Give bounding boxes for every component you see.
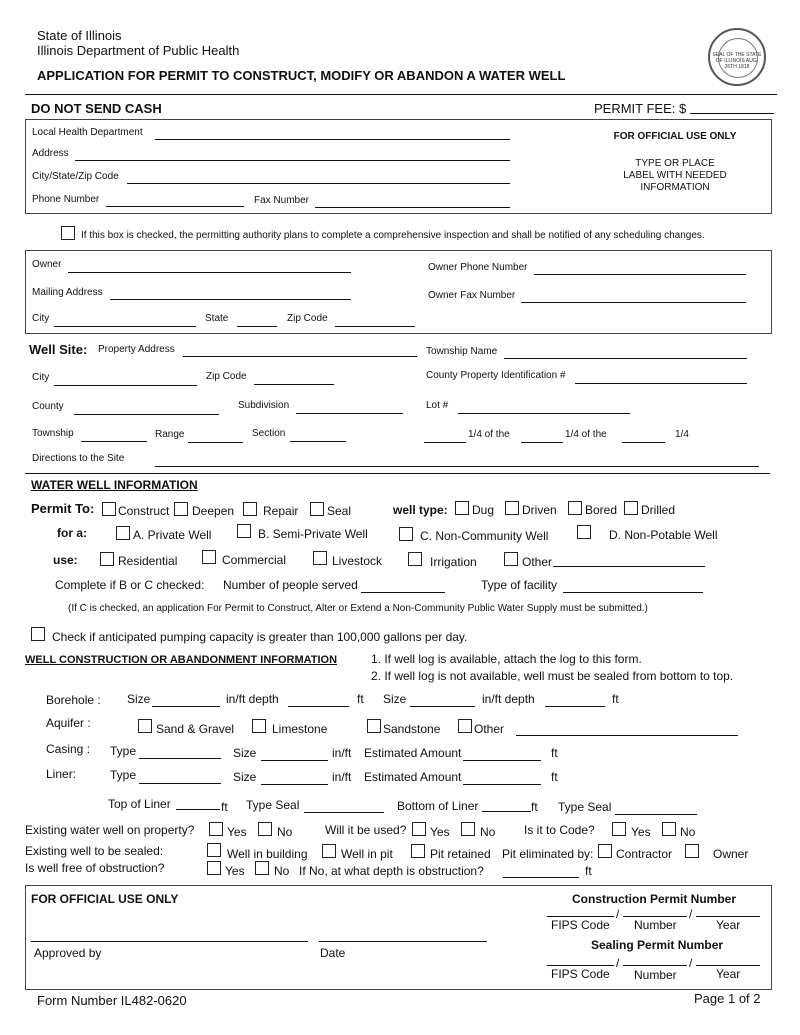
owner-phone-field[interactable] <box>534 274 746 275</box>
liner-type-label: Type <box>110 768 137 782</box>
people-served-field[interactable] <box>361 592 445 593</box>
lhd-fax-field[interactable] <box>315 207 510 208</box>
driven-checkbox[interactable] <box>505 501 519 515</box>
type-seal2-field[interactable] <box>615 814 697 815</box>
lhd-fax-label: Fax Number <box>254 195 310 206</box>
to-code-yes-label: Yes <box>631 825 651 839</box>
sand-gravel-checkbox[interactable] <box>138 719 152 733</box>
construction-permit-label: Construction Permit Number <box>572 892 737 906</box>
private-well-checkbox[interactable] <box>116 526 130 540</box>
sandstone-label: Sandstone <box>383 722 441 736</box>
sealed-by-owner-checkbox[interactable] <box>685 844 699 858</box>
range-field[interactable] <box>188 442 243 443</box>
official-use-heading: FOR OFFICIAL USE ONLY <box>31 892 179 906</box>
free-obstruction-yes-label: Yes <box>225 864 245 878</box>
property-address-field[interactable] <box>183 356 417 357</box>
construct-checkbox[interactable] <box>102 502 116 516</box>
sealing-number-label: Number <box>634 968 677 982</box>
well-log-note-1: 1. If well log is available, attach the log to this form. <box>371 652 642 666</box>
residential-label: Residential <box>118 554 178 568</box>
county-label: County <box>32 401 64 412</box>
aquifer-label: Aquifer : <box>46 716 91 730</box>
well-in-building-label: Well in building <box>227 847 308 861</box>
liner-est-amount-field[interactable] <box>463 784 541 785</box>
construction-heading: WELL CONSTRUCTION OR ABANDONMENT INFORMATION <box>25 654 338 666</box>
free-obstruction-no-label: No <box>274 864 290 878</box>
repair-label: Repair <box>263 504 299 518</box>
pit-retained-checkbox[interactable] <box>411 844 425 858</box>
well-site-label: Well Site: <box>29 342 88 357</box>
deepen-checkbox[interactable] <box>174 502 188 516</box>
site-city-label: City <box>32 372 50 383</box>
approved-by-field[interactable] <box>31 941 308 942</box>
use-label: use: <box>53 553 78 567</box>
section-label: Section <box>252 428 286 439</box>
to-be-sealed-label: Existing well to be sealed: <box>25 844 164 858</box>
sealing-year-field[interactable] <box>696 965 760 966</box>
seal-label: Seal <box>327 504 352 518</box>
construction-fips-label: FIPS Code <box>551 918 610 932</box>
sealing-fips-field[interactable] <box>547 965 614 966</box>
non-potable-well-label: D. Non-Potable Well <box>609 528 718 542</box>
borehole-size2-label: Size <box>383 692 407 706</box>
owner-box <box>25 250 772 334</box>
sealing-fips-label: FIPS Code <box>551 967 610 981</box>
irrigation-label: Irrigation <box>430 555 477 569</box>
bottom-of-liner-ft-label: ft <box>531 800 538 814</box>
owner-phone-label: Owner Phone Number <box>428 262 528 273</box>
page-number: Page 1 of 2 <box>694 991 761 1006</box>
bottom-of-liner-label: Bottom of Liner <box>397 799 479 813</box>
subdivision-field[interactable] <box>296 413 403 414</box>
non-community-well-checkbox[interactable] <box>399 527 413 541</box>
semi-private-well-checkbox[interactable] <box>237 524 251 538</box>
directions-field[interactable] <box>155 466 759 467</box>
construction-number-label: Number <box>634 918 677 932</box>
livestock-label: Livestock <box>332 554 383 568</box>
section-field[interactable] <box>290 441 346 442</box>
aquifer-other-label: Other <box>474 722 505 736</box>
sand-gravel-label: Sand & Gravel <box>156 722 235 736</box>
non-community-note: (If C is checked, an application For Permit to Construct, Alter or Extend a Non-Community Public Water Supply must be submitted.) <box>68 603 648 614</box>
construction-number-field[interactable] <box>623 916 687 917</box>
sealing-year-label: Year <box>716 967 741 981</box>
department-name: Illinois Department of Public Health <box>37 43 240 58</box>
borehole-depth-label: in/ft depth <box>226 692 279 706</box>
will-be-used-no-label: No <box>480 825 496 839</box>
well-in-building-checkbox[interactable] <box>207 843 221 857</box>
people-served-label: Number of people served <box>223 578 358 592</box>
township-name-label: Township Name <box>426 346 498 357</box>
lhd-phone-label: Phone Number <box>32 194 100 205</box>
construction-fips-field[interactable] <box>547 916 614 917</box>
type-seal-label: Type Seal <box>246 798 300 812</box>
borehole-depth2-label: in/ft depth <box>482 692 535 706</box>
well-log-note-2: 2. If well log is not available, well must be sealed from bottom to top. <box>371 669 734 683</box>
liner-ft-label: ft <box>551 770 558 784</box>
lot-label: Lot # <box>426 400 449 411</box>
casing-ft-label: ft <box>551 746 558 760</box>
casing-est-amount-label: Estimated Amount <box>364 746 462 760</box>
directions-label: Directions to the Site <box>32 453 125 464</box>
pit-retained-label: Pit retained <box>430 847 491 861</box>
facility-type-field[interactable] <box>563 592 703 593</box>
mailing-address-field[interactable] <box>110 299 351 300</box>
owner-fax-label: Owner Fax Number <box>428 290 516 301</box>
non-community-well-label: C. Non-Community Well <box>420 529 549 543</box>
liner-size-label: Size <box>233 770 257 784</box>
date-label: Date <box>320 946 346 960</box>
well-in-pit-label: Well in pit <box>341 847 393 861</box>
pumping-capacity-label: Check if anticipated pumping capacity is greater than 100,000 gallons per day. <box>52 630 468 644</box>
existing-well-label: Existing water well on property? <box>25 823 195 837</box>
will-be-used-label: Will it be used? <box>325 823 407 837</box>
inspection-note: If this box is checked, the permitting authority plans to complete a comprehensive inspection and shall be notified of any scheduling changes. <box>81 230 705 241</box>
deepen-label: Deepen <box>192 504 235 518</box>
will-be-used-yes-label: Yes <box>430 825 450 839</box>
top-of-liner-ft-label: ft <box>221 800 228 814</box>
owner-city-label: City <box>32 313 50 324</box>
site-zip-field[interactable] <box>254 384 334 385</box>
quarter-field-1[interactable] <box>424 442 466 443</box>
slash-1: / <box>616 907 620 921</box>
borehole-ft2-label: ft <box>612 692 619 706</box>
well-info-heading: WATER WELL INFORMATION <box>31 478 198 492</box>
site-city-field[interactable] <box>54 385 197 386</box>
will-be-used-yes-checkbox[interactable] <box>412 822 426 836</box>
construct-label: Construct <box>118 504 170 518</box>
dug-label: Dug <box>472 503 495 517</box>
sealing-number-field[interactable] <box>623 965 687 966</box>
use-other-checkbox[interactable] <box>504 552 518 566</box>
casing-type-label: Type <box>110 744 137 758</box>
quarter-field-2[interactable] <box>521 442 563 443</box>
bored-checkbox[interactable] <box>568 501 582 515</box>
state-seal-logo: SEAL OF THE STATE OF ILLINOIS AUG. 26TH 1818 <box>708 28 766 86</box>
well-type-label: well type: <box>393 503 448 517</box>
pit-eliminated-label: Pit eliminated by: <box>502 847 594 861</box>
obstruction-depth-field[interactable] <box>503 877 579 878</box>
lhd-address-field[interactable] <box>75 160 510 161</box>
label-instruction-2: LABEL WITH NEEDED <box>623 170 727 181</box>
do-not-send-cash: DO NOT SEND CASH <box>31 101 162 116</box>
livestock-checkbox[interactable] <box>313 551 327 565</box>
label-instruction-3: INFORMATION <box>640 182 710 193</box>
existing-well-no-label: No <box>277 825 293 839</box>
liner-label: Liner: <box>46 767 77 781</box>
casing-inft-label: in/ft <box>332 746 352 760</box>
county-pin-label: County Property Identification # <box>426 370 566 381</box>
county-field[interactable] <box>74 414 219 415</box>
pumping-capacity-checkbox[interactable] <box>31 627 45 641</box>
permit-to-label: Permit To: <box>31 501 95 516</box>
sandstone-checkbox[interactable] <box>367 719 381 733</box>
commercial-checkbox[interactable] <box>202 550 216 564</box>
form-title: APPLICATION FOR PERMIT TO CONSTRUCT, MODIFY OR ABANDON A WATER WELL <box>37 68 566 83</box>
free-obstruction-no-checkbox[interactable] <box>255 861 269 875</box>
owner-zip-label: Zip Code <box>287 313 328 324</box>
construction-year-field[interactable] <box>696 916 760 917</box>
township-label: Township <box>32 428 74 439</box>
liner-size-field[interactable] <box>261 784 328 785</box>
lhd-city-label: City/State/Zip Code <box>32 171 119 182</box>
private-well-label: A. Private Well <box>133 528 212 542</box>
borehole-size-label: Size <box>127 692 151 706</box>
form-number: Form Number IL482-0620 <box>37 993 187 1008</box>
contractor-checkbox[interactable] <box>598 844 612 858</box>
subdivision-label: Subdivision <box>238 400 290 411</box>
semi-private-well-label: B. Semi-Private Well <box>258 527 368 541</box>
to-code-no-checkbox[interactable] <box>662 822 676 836</box>
owner-state-label: State <box>205 313 229 324</box>
casing-est-amount-field[interactable] <box>463 760 541 761</box>
contractor-label: Contractor <box>616 847 673 861</box>
to-code-label: Is it to Code? <box>524 823 595 837</box>
drilled-label: Drilled <box>641 503 676 517</box>
quarter-label-1: 1/4 of the <box>468 429 510 440</box>
type-seal-field[interactable] <box>304 812 384 813</box>
label-instruction-1: TYPE OR PLACE <box>635 158 715 169</box>
residential-checkbox[interactable] <box>100 552 114 566</box>
facility-type-label: Type of facility <box>481 578 558 592</box>
range-label: Range <box>155 429 185 440</box>
sealed-by-owner-label: Owner <box>713 847 749 861</box>
mailing-address-label: Mailing Address <box>32 287 103 298</box>
construction-year-label: Year <box>716 918 741 932</box>
drilled-checkbox[interactable] <box>624 501 638 515</box>
quarter-field-3[interactable] <box>622 442 665 443</box>
to-code-no-label: No <box>680 825 696 839</box>
owner-state-field[interactable] <box>237 326 277 327</box>
owner-field[interactable] <box>68 272 351 273</box>
approved-by-label: Approved by <box>34 946 102 960</box>
lhd-city-field[interactable] <box>127 183 510 184</box>
to-code-yes-checkbox[interactable] <box>612 822 626 836</box>
owner-label: Owner <box>32 259 62 270</box>
aquifer-other-field[interactable] <box>516 735 738 736</box>
lhd-label: Local Health Department <box>32 127 143 138</box>
borehole-ft-label: ft <box>357 692 364 706</box>
casing-label: Casing : <box>46 742 91 756</box>
lhd-field[interactable] <box>155 139 510 140</box>
liner-type-field[interactable] <box>139 783 221 784</box>
well-in-pit-checkbox[interactable] <box>322 844 336 858</box>
official-use-label: FOR OFFICIAL USE ONLY <box>613 131 737 142</box>
existing-well-yes-label: Yes <box>227 825 247 839</box>
borehole-size2-field[interactable] <box>410 706 475 707</box>
state-name: State of Illinois <box>37 28 122 43</box>
non-potable-well-checkbox[interactable] <box>577 525 591 539</box>
complete-if-label: Complete if B or C checked: <box>55 578 205 592</box>
existing-well-no-checkbox[interactable] <box>258 822 272 836</box>
irrigation-checkbox[interactable] <box>408 552 422 566</box>
casing-type-field[interactable] <box>139 758 221 759</box>
type-seal2-label: Type Seal <box>558 800 612 814</box>
limestone-label: Limestone <box>272 722 328 736</box>
aquifer-other-checkbox[interactable] <box>458 719 472 733</box>
quarter-label-3: 1/4 <box>675 429 689 440</box>
driven-label: Driven <box>522 503 557 517</box>
slash-3: / <box>616 956 620 970</box>
borehole-depth-field[interactable] <box>288 706 349 707</box>
use-other-label: Other <box>522 555 553 569</box>
permit-fee-label: PERMIT FEE: $ <box>594 101 687 116</box>
dug-checkbox[interactable] <box>455 501 469 515</box>
slash-2: / <box>689 907 693 921</box>
site-zip-label: Zip Code <box>206 371 247 382</box>
free-obstruction-yes-checkbox[interactable] <box>207 861 221 875</box>
liner-inft-label: in/ft <box>332 770 352 784</box>
slash-4: / <box>689 956 693 970</box>
will-be-used-no-checkbox[interactable] <box>461 822 475 836</box>
obstruction-ft-label: ft <box>585 864 592 878</box>
top-of-liner-label: Top of Liner <box>108 797 171 811</box>
county-pin-field[interactable] <box>575 383 747 384</box>
bottom-of-liner-field[interactable] <box>482 811 531 812</box>
permit-fee-field[interactable] <box>690 113 774 114</box>
casing-size-label: Size <box>233 746 257 760</box>
date-field[interactable] <box>319 941 487 942</box>
commercial-label: Commercial <box>222 553 287 567</box>
top-of-liner-field[interactable] <box>176 809 220 810</box>
obstruction-depth-label: If No, at what depth is obstruction? <box>299 864 484 878</box>
borehole-depth2-field[interactable] <box>545 706 605 707</box>
liner-est-amount-label: Estimated Amount <box>364 770 462 784</box>
lhd-phone-field[interactable] <box>106 206 244 207</box>
borehole-size-field[interactable] <box>152 706 220 707</box>
use-other-field[interactable] <box>553 566 705 567</box>
quarter-label-2: 1/4 of the <box>565 429 607 440</box>
inspection-checkbox[interactable] <box>61 226 75 240</box>
seal-checkbox[interactable] <box>310 502 324 516</box>
for-a-label: for a: <box>57 526 87 540</box>
borehole-label: Borehole : <box>46 693 101 707</box>
free-obstruction-label: Is well free of obstruction? <box>25 861 165 875</box>
bored-label: Bored <box>585 503 618 517</box>
existing-well-yes-checkbox[interactable] <box>209 822 223 836</box>
property-address-label: Property Address <box>98 344 175 355</box>
lot-field[interactable] <box>458 413 630 414</box>
limestone-checkbox[interactable] <box>252 719 266 733</box>
owner-city-field[interactable] <box>54 326 196 327</box>
sealing-permit-label: Sealing Permit Number <box>591 938 724 952</box>
township-name-field[interactable] <box>504 358 747 359</box>
lhd-address-label: Address <box>32 148 69 159</box>
owner-zip-field[interactable] <box>335 326 415 327</box>
repair-checkbox[interactable] <box>243 502 257 516</box>
casing-size-field[interactable] <box>261 760 328 761</box>
owner-fax-field[interactable] <box>521 302 746 303</box>
township-field[interactable] <box>81 441 147 442</box>
